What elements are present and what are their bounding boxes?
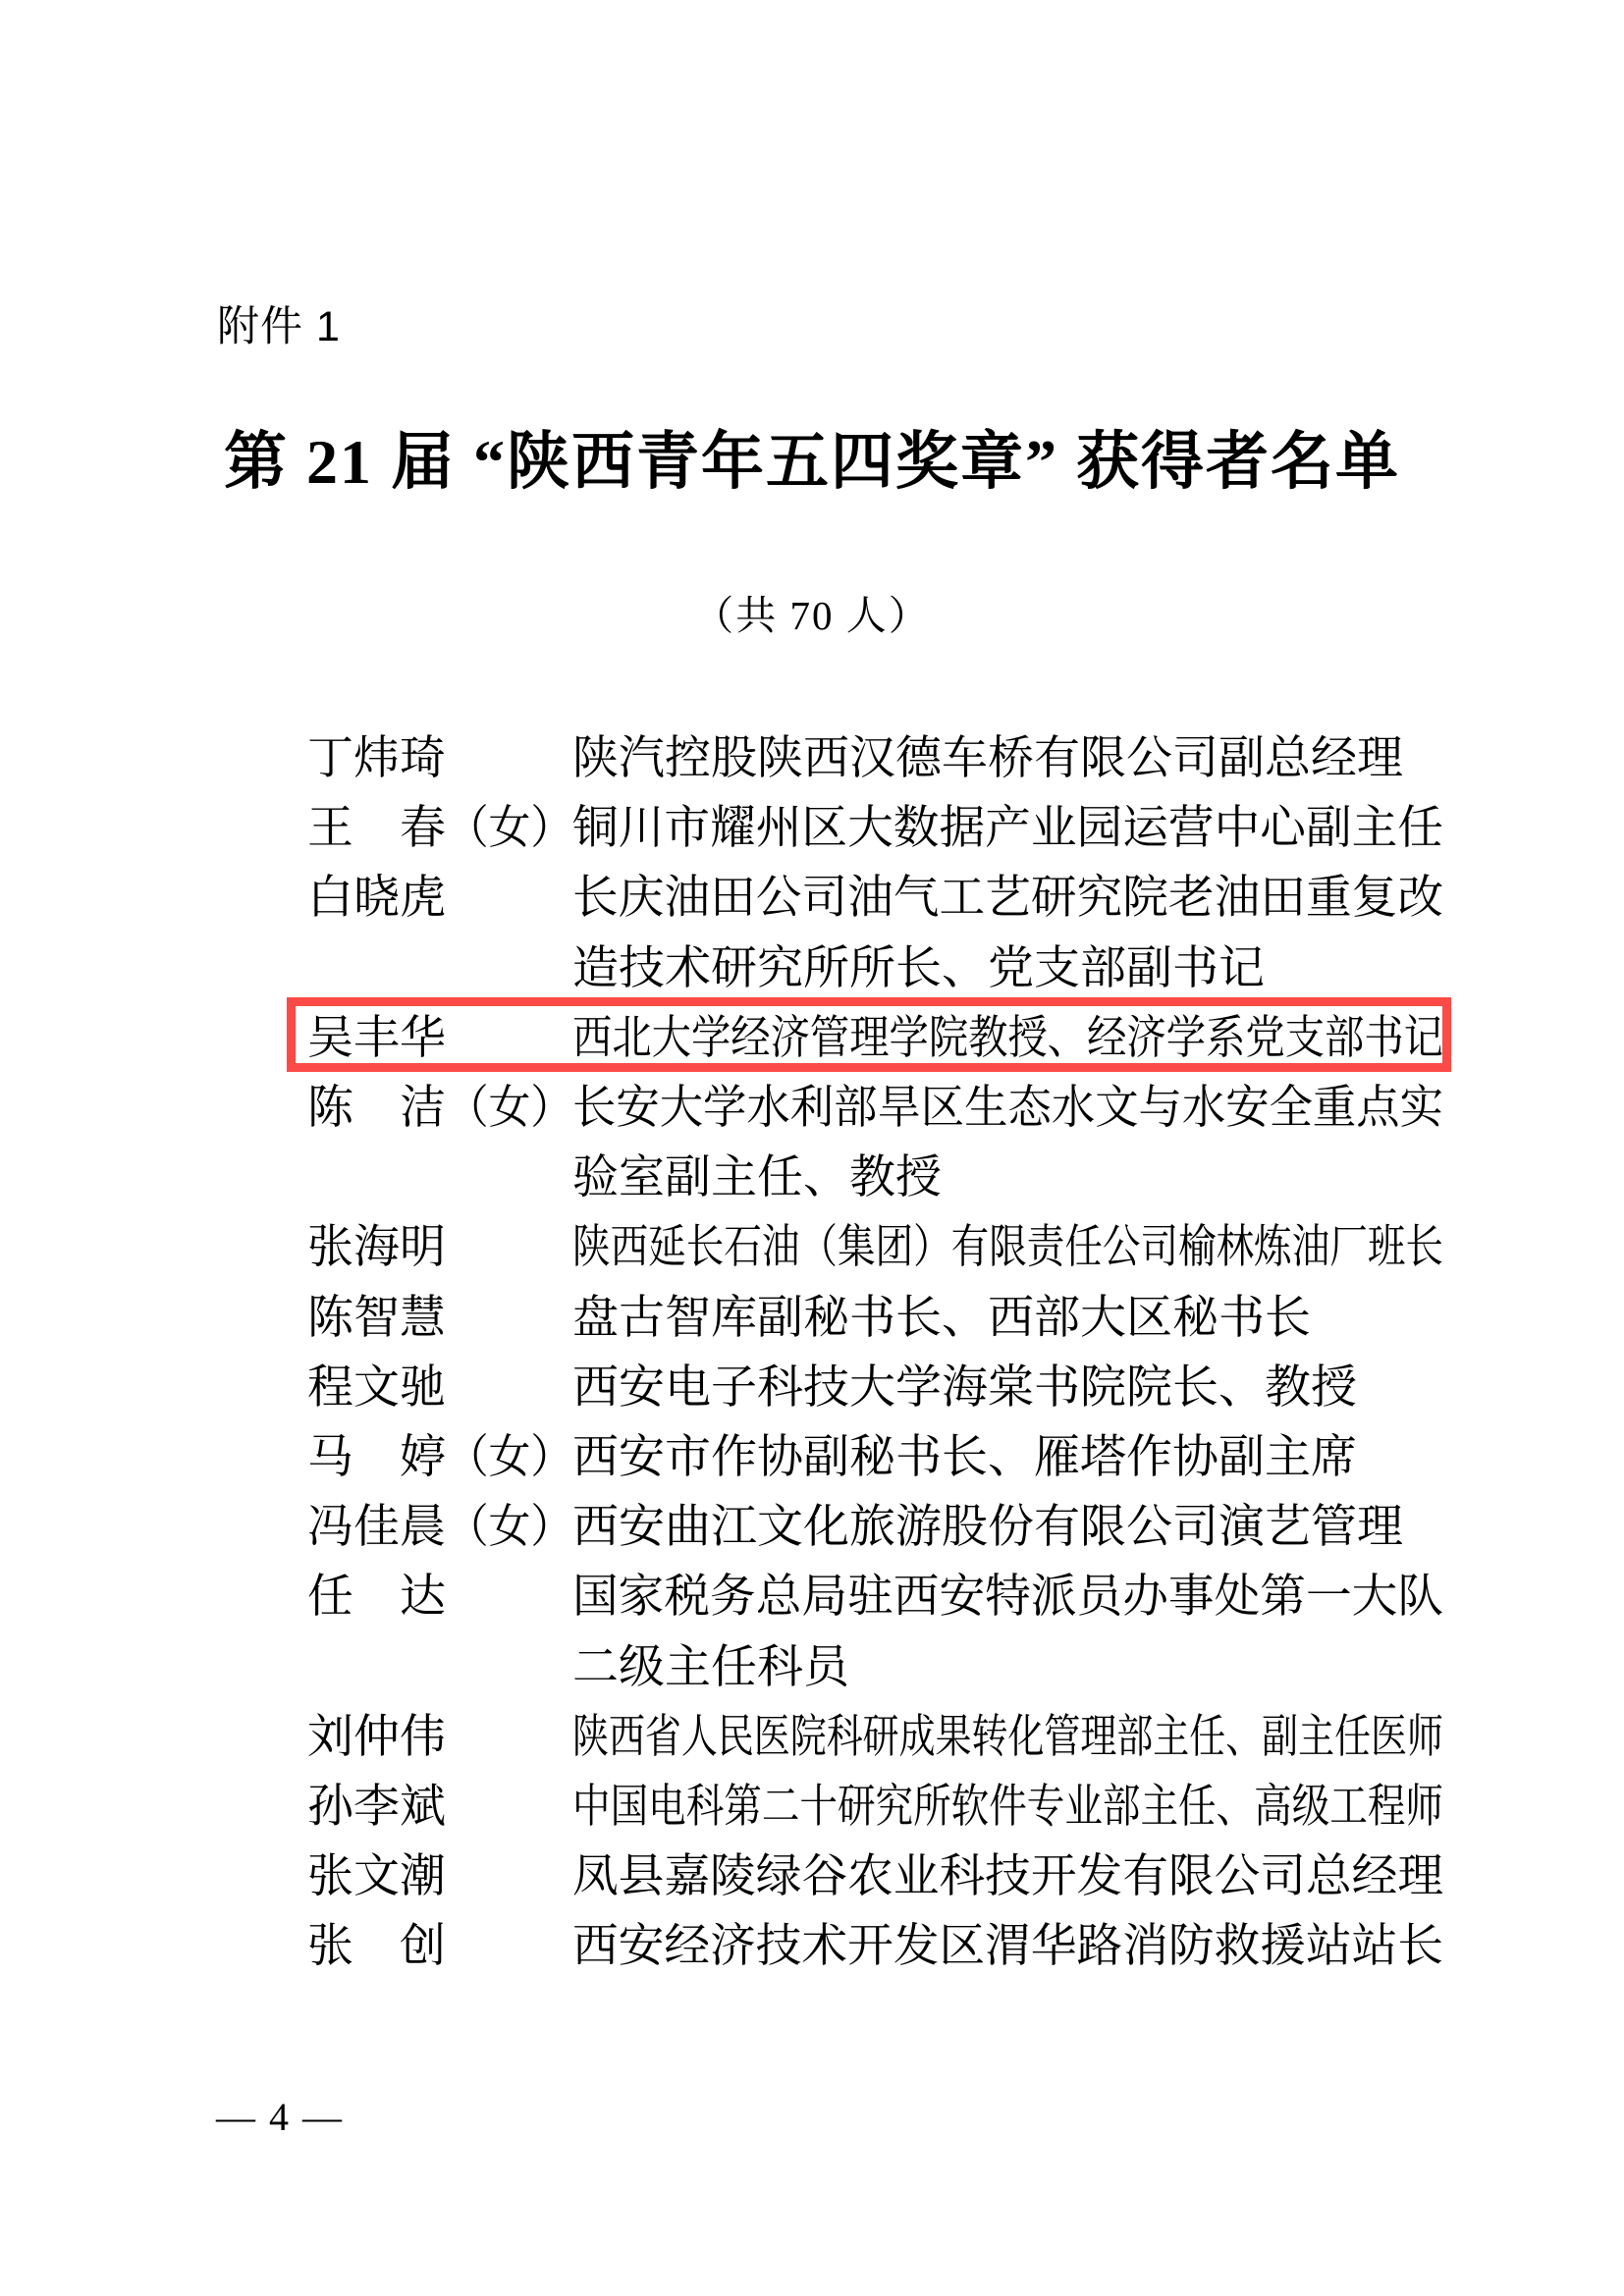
awardee-name: 白晓虎 — [307, 873, 446, 924]
awardee-title: 铜川市耀州区大数据产业园运营中心副主任 — [572, 803, 1444, 854]
awardee-title: 盘古智库副秘书长、西部大区秘书长 — [572, 1293, 1311, 1344]
awardee-list — [307, 724, 1446, 2001]
list-row — [307, 724, 1446, 794]
awardee-title: 西安经济技术开发区渭华路消防救援站站长 — [572, 1921, 1444, 1972]
awardee-name: 孙李斌 — [307, 1782, 446, 1833]
awardee-title: 长安大学水利部旱区生态水文与水安全重点实 — [572, 1083, 1443, 1134]
awardee-name: 丁炜琦 — [307, 733, 446, 784]
attachment-label: 附件 1 — [217, 303, 341, 350]
gender-note: （女） — [447, 1083, 572, 1134]
list-row — [307, 1563, 1446, 1632]
awardee-title: 西安曲江文化旅游股份有限公司演艺管理 — [572, 1502, 1403, 1553]
awardee-name: 张 创 — [307, 1921, 446, 1972]
gender-note: （女） — [447, 1432, 572, 1483]
awardee-name: 张海明 — [307, 1222, 446, 1273]
awardee-title: 西安电子科技大学海棠书院院长、教授 — [572, 1362, 1357, 1414]
awardee-title: 造技术研究所所长、党支部副书记 — [572, 943, 1265, 994]
list-row — [307, 1423, 1446, 1493]
awardee-title: 凤县嘉陵绿谷农业科技开发有限公司总经理 — [572, 1851, 1444, 1902]
awardee-name: 陈 洁 — [307, 1083, 446, 1134]
list-row — [307, 1773, 1446, 1842]
awardee-title: 陕西省人民医院科研成果转化管理部主任、副主任医师 — [572, 1712, 1443, 1763]
awardee-name: 王 春 — [307, 803, 446, 854]
list-row — [307, 1912, 1446, 1982]
awardee-title: 陕西延长石油（集团）有限责任公司榆林炼油厂班长 — [572, 1222, 1443, 1273]
list-row — [307, 1354, 1446, 1423]
list-row-continuation — [307, 1144, 1446, 1213]
list-row-continuation — [307, 1633, 1446, 1703]
awardee-title: 二级主任科员 — [572, 1642, 849, 1693]
awardee-name: 陈智慧 — [307, 1293, 446, 1344]
list-row — [307, 1004, 1446, 1074]
doc-title: 第 21 届 “陕西青年五四奖章” 获得者名单 — [224, 427, 1400, 497]
awardee-name: 程文驰 — [307, 1362, 446, 1414]
list-row — [307, 1284, 1446, 1354]
list-row — [307, 1213, 1446, 1283]
awardee-title: 陕汽控股陕西汉德车桥有限公司副总经理 — [572, 733, 1403, 784]
list-row — [307, 864, 1446, 934]
awardee-name: 吴丰华 — [307, 1013, 446, 1064]
gender-note: （女） — [447, 1502, 572, 1553]
awardee-name: 马 婷 — [307, 1432, 446, 1483]
list-row-continuation — [307, 934, 1446, 1004]
awardee-name: 冯佳晨 — [307, 1502, 446, 1553]
list-row — [307, 1074, 1446, 1144]
awardee-name: 刘仲伟 — [307, 1712, 446, 1763]
awardee-title: 验室副主任、教授 — [572, 1152, 942, 1203]
awardee-title: 西北大学经济管理学院教授、经济学系党支部书记 — [572, 1013, 1443, 1064]
gender-note: （女） — [447, 803, 572, 854]
awardee-title: 西安市作协副秘书长、雁塔作协副主席 — [572, 1432, 1357, 1483]
page-number: — 4 — — [216, 2095, 344, 2139]
list-row — [307, 1493, 1446, 1563]
list-row — [307, 1703, 1446, 1773]
awardee-name: 任 达 — [307, 1572, 446, 1623]
count-subtitle: （共 70 人） — [693, 593, 931, 638]
awardee-name: 张文潮 — [307, 1851, 446, 1902]
list-row — [307, 794, 1446, 864]
awardee-title: 长庆油田公司油气工艺研究院老油田重复改 — [572, 873, 1444, 924]
awardee-title: 中国电科第二十研究所软件专业部主任、高级工程师 — [572, 1782, 1443, 1833]
awardee-title: 国家税务总局驻西安特派员办事处第一大队 — [572, 1572, 1444, 1623]
list-row — [307, 1842, 1446, 1912]
